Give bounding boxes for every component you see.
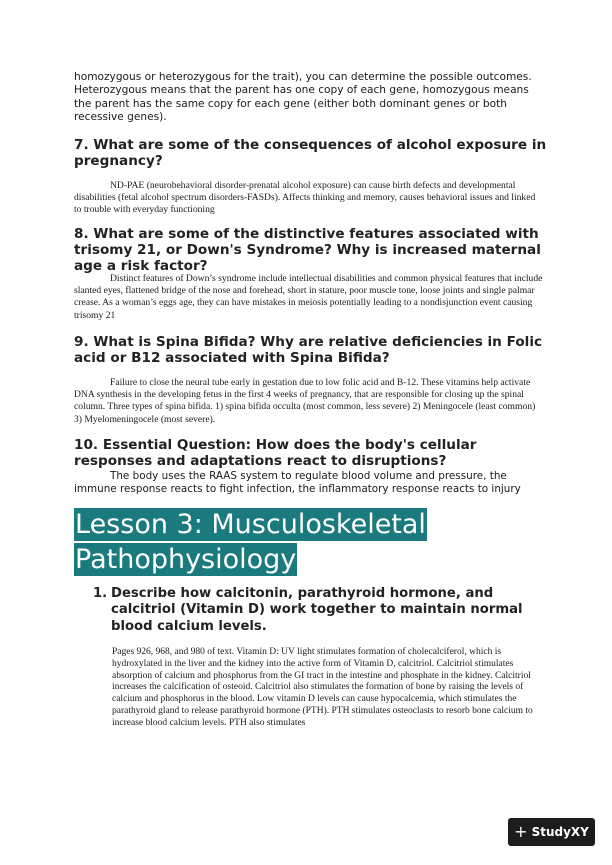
answer-text: ND-PAE (neurobehavioral disorder-prenatal alcohol exposure) can cause birth defects and developmental disabilities (fetal alcohol spectrum disorders-FASDs). Affects thinking and memory, causes behavioral issues and linked to trouble with everyday functioning	[74, 180, 536, 216]
question-8-answer	[74, 273, 544, 322]
lesson-title-line-1: Lesson 3: Musculoskeletal	[75, 509, 426, 540]
question-7-heading	[74, 137, 554, 169]
lesson-title	[74, 508, 427, 578]
question-10-answer	[74, 470, 544, 496]
question-10-heading	[74, 437, 554, 469]
question-text: What is Spina Bifida? Why are relative deficiencies in Folic acid or B12 associated with Spina Bifida?	[74, 334, 543, 366]
question-text: Describe how calcitonin, parathyroid hormone, and calcitriol (Vitamin D) work together to maintain normal blood calcium levels.	[111, 586, 523, 634]
question-number: 9.	[74, 334, 89, 350]
lesson-title-line-2: Pathophysiology	[75, 544, 297, 575]
question-number: 7.	[74, 137, 89, 153]
intro-paragraph: homozygous or heterozygous for the trait), you can determine the possible outcomes. Heterozygous means that the parent has one copy of each gene, homozygous means the parent has the same copy for each gene (either both dominant genes or both recessive genes).	[74, 71, 532, 124]
badge-label: StudyXY	[531, 825, 589, 839]
studyxy-badge[interactable]	[508, 818, 595, 846]
lesson-question-1-heading	[93, 586, 543, 635]
question-number: 10.	[74, 437, 99, 453]
answer-text: The body uses the RAAS system to regulate blood volume and pressure, the immune response reacts to fight infection, the inflammatory response reacts to injury	[74, 470, 521, 496]
question-9-answer	[74, 377, 544, 426]
question-text: What are some of the consequences of alcohol exposure in pregnancy?	[74, 137, 547, 169]
question-number: 8.	[74, 226, 89, 242]
question-9-heading	[74, 334, 554, 366]
question-7-answer	[74, 180, 544, 217]
answer-text: Failure to close the neural tube early in gestation due to low folic acid and B-12. These vitamins help activate DNA synthesis in the developing fetus in the first 4 weeks of pregnancy, that are responsible for closing up the spinal column. Three types of spina bifida. 1) spina bifida occulta (most common, less severe) 2) Meningocele (least common) 3) Myelomeningocele (most severe).	[74, 377, 536, 425]
lesson-question-1-answer: Pages 926, 968, and 980 of text. Vitamin D: UV light stimulates formation of cholecalciferol, which is hydroxylated in the liver and the kidney into the active form of Vitamin D, calcitriol. Calcitriol stimulates absorption of calcium and phosphorus from the GI tract in the intestine and phosphate in the kidney. Calcitriol increases the calcification of osteoid. Calcitriol also stimulates the formation of bone by raising the levels of calcium and phosphorus in the blood. Low vitamin D levels can cause hypocalcemia, which stimulates the parathyroid gland to release parathyroid hormone (PTH). PTH stimulates osteoclasts to resorb bone calcium to increase blood calcium levels. PTH also stimulates	[112, 647, 533, 728]
answer-text: Distinct features of Down’s syndrome include intellectual disabilities and common physical features that include slanted eyes, flattened bridge of the nose and forehead, short in stature, poor muscle tone, loose joints and single palmar crease. As a woman’s eggs age, they can have mistakes in meiosis potentially leading to a nondisjunction event causing trisomy 21	[74, 273, 543, 321]
question-text: Essential Question: How does the body's cellular responses and adaptations react to disruptions?	[74, 437, 477, 469]
question-8-heading	[74, 226, 554, 274]
question-text: What are some of the distinctive features associated with trisomy 21, or Down's Syndrome? Why is increased maternal age a risk factor?	[74, 226, 541, 274]
plus-icon: +	[514, 822, 528, 841]
question-number: 1.	[93, 586, 108, 601]
